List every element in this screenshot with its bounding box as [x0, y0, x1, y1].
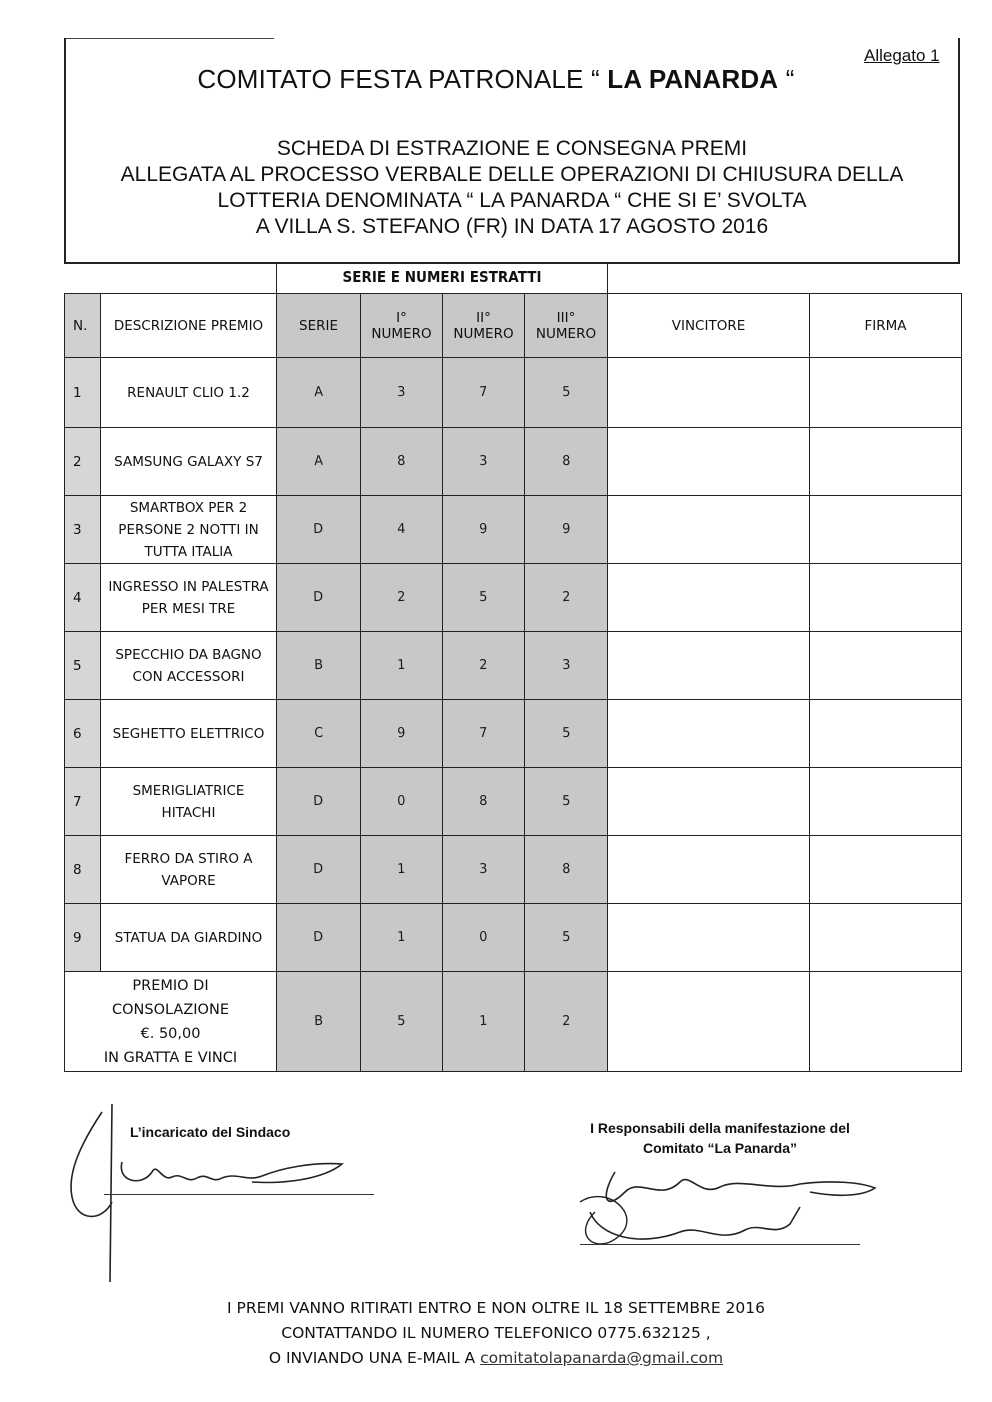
col-numero-3: III° NUMERO: [525, 294, 608, 358]
email-link[interactable]: comitatolapanarda@gmail.com: [480, 1349, 724, 1367]
row-number: 2: [65, 428, 101, 496]
sindaco-signature: [62, 1102, 362, 1292]
numero-3-value: 5: [525, 904, 608, 972]
footer-line-3: O INVIANDO UNA E-MAIL A comitatolapanarda@gmail.com: [268, 1349, 724, 1367]
serie-value: D: [277, 564, 361, 632]
numero-3-value: 5: [525, 358, 608, 428]
prize-description: SAMSUNG GALAXY S7: [101, 428, 277, 496]
numero-3-value: 3: [525, 632, 608, 700]
vincitore-cell[interactable]: [608, 428, 810, 496]
row-number: 6: [65, 700, 101, 768]
col-numero-2: II° NUMERO: [443, 294, 525, 358]
row-number: 9: [65, 904, 101, 972]
numero-1-value: 1: [361, 836, 443, 904]
numero-2-value: 2: [443, 632, 525, 700]
serie-value: A: [277, 428, 361, 496]
footer-line-1: I PREMI VANNO RITIRATI ENTRO E NON OLTRE IL 18 SETTEMBRE 2016: [227, 1299, 765, 1317]
vincitore-cell[interactable]: [608, 904, 810, 972]
allegato-label: Allegato 1: [864, 46, 940, 65]
numero-2-value: 7: [443, 358, 525, 428]
vincitore-cell[interactable]: [608, 972, 810, 1072]
numero-1-value: 8: [361, 428, 443, 496]
firma-cell[interactable]: [810, 768, 962, 836]
numero-1-value: 9: [361, 700, 443, 768]
sindaco-label: L’incaricato del Sindaco: [130, 1124, 291, 1140]
numero-3-value: 2: [525, 972, 608, 1072]
prize-description: FERRO DA STIRO A VAPORE: [101, 836, 277, 904]
table-row: [65, 836, 962, 904]
vincitore-cell[interactable]: [608, 358, 810, 428]
firma-cell[interactable]: [810, 836, 962, 904]
firma-cell[interactable]: [810, 904, 962, 972]
firma-cell[interactable]: [810, 358, 962, 428]
numero-3-value: 8: [525, 428, 608, 496]
table-row: [65, 904, 962, 972]
vincitore-cell[interactable]: [608, 700, 810, 768]
consolation-row: [65, 972, 962, 1072]
col-serie: SERIE: [277, 294, 361, 358]
subtitle-line: SCHEDA DI ESTRAZIONE E CONSEGNA PREMI: [276, 137, 748, 160]
row-number: 1: [65, 358, 101, 428]
row-number: 4: [65, 564, 101, 632]
col-descrizione: DESCRIZIONE PREMIO: [101, 294, 277, 358]
numero-2-value: 3: [443, 428, 525, 496]
footer-line-2: CONTATTANDO IL NUMERO TELEFONICO 0775.632125 ,: [281, 1324, 711, 1342]
numero-1-value: 5: [361, 972, 443, 1072]
subtitle-line: A VILLA S. STEFANO (FR) IN DATA 17 AGOSTO 2016: [255, 215, 769, 238]
numero-3-value: 5: [525, 768, 608, 836]
numero-2-value: 3: [443, 836, 525, 904]
firma-cell[interactable]: [810, 972, 962, 1072]
document-title: COMITATO FESTA PATRONALE “ LA PANARDA “: [197, 64, 795, 94]
row-number: 7: [65, 768, 101, 836]
firma-cell[interactable]: [810, 428, 962, 496]
serie-value: D: [277, 496, 361, 564]
table-row: [65, 700, 962, 768]
col-n: N.: [65, 294, 101, 358]
prize-description: STATUA DA GIARDINO: [101, 904, 277, 972]
prize-description: SMARTBOX PER 2 PERSONE 2 NOTTI IN TUTTA ITALIA: [101, 496, 277, 564]
vincitore-cell[interactable]: [608, 496, 810, 564]
numero-2-value: 7: [443, 700, 525, 768]
subtitle-line: ALLEGATA AL PROCESSO VERBALE DELLE OPERAZIONI DI CHIUSURA DELLA: [120, 163, 904, 186]
prize-description: SPECCHIO DA BAGNO CON ACCESSORI: [101, 632, 277, 700]
numero-1-value: 2: [361, 564, 443, 632]
serie-value: D: [277, 836, 361, 904]
numero-1-value: 1: [361, 904, 443, 972]
serie-value: C: [277, 700, 361, 768]
numero-1-value: 4: [361, 496, 443, 564]
prize-table: [64, 293, 962, 1072]
firma-cell[interactable]: [810, 700, 962, 768]
firma-cell[interactable]: [810, 632, 962, 700]
serie-value: A: [277, 358, 361, 428]
vincitore-cell[interactable]: [608, 768, 810, 836]
col-vincitore: VINCITORE: [608, 294, 810, 358]
firma-cell[interactable]: [810, 496, 962, 564]
vincitore-cell[interactable]: [608, 836, 810, 904]
serie-value: D: [277, 768, 361, 836]
footer-notice: [0, 1296, 992, 1371]
document-subtitle: [64, 136, 960, 240]
numero-2-value: 0: [443, 904, 525, 972]
row-number: 8: [65, 836, 101, 904]
table-row: [65, 768, 962, 836]
firma-cell[interactable]: [810, 564, 962, 632]
subtitle-line: LOTTERIA DENOMINATA “ LA PANARDA “ CHE SI E’ SVOLTA: [217, 189, 807, 212]
numero-3-value: 5: [525, 700, 608, 768]
numero-2-value: 5: [443, 564, 525, 632]
numero-2-value: 8: [443, 768, 525, 836]
group-header-label: SERIE E NUMERI ESTRATTI: [342, 268, 542, 286]
numero-3-value: 8: [525, 836, 608, 904]
table-row: [65, 358, 962, 428]
prize-description: SMERIGLIATRICE HITACHI: [101, 768, 277, 836]
row-number: 3: [65, 496, 101, 564]
table-row: [65, 564, 962, 632]
numero-3-value: 2: [525, 564, 608, 632]
prize-description: RENAULT CLIO 1.2: [101, 358, 277, 428]
serie-value: B: [277, 632, 361, 700]
consolation-description: PREMIO DI CONSOLAZIONE €. 50,00 IN GRATTA E VINCI: [65, 972, 277, 1072]
vincitore-cell[interactable]: [608, 564, 810, 632]
responsabili-signature-line: [580, 1244, 860, 1245]
header-row: [65, 294, 962, 358]
prize-description: INGRESSO IN PALESTRA PER MESI TRE: [101, 564, 277, 632]
serie-value: B: [277, 972, 361, 1072]
numero-1-value: 0: [361, 768, 443, 836]
numero-2-value: 9: [443, 496, 525, 564]
table-row: [65, 632, 962, 700]
numero-1-value: 1: [361, 632, 443, 700]
table-row: [65, 496, 962, 564]
prize-description: SEGHETTO ELETTRICO: [101, 700, 277, 768]
vincitore-cell[interactable]: [608, 632, 810, 700]
serie-value: D: [277, 904, 361, 972]
row-number: 5: [65, 632, 101, 700]
col-firma: FIRMA: [810, 294, 962, 358]
responsabili-label: I Responsabili della manifestazione del Comitato “La Panarda”: [590, 1120, 850, 1156]
table-row: [65, 428, 962, 496]
numero-3-value: 9: [525, 496, 608, 564]
col-numero-1: I° NUMERO: [361, 294, 443, 358]
numero-2-value: 1: [443, 972, 525, 1072]
sindaco-signature-line: [104, 1194, 374, 1195]
numero-1-value: 3: [361, 358, 443, 428]
responsabili-signature: [570, 1152, 890, 1252]
